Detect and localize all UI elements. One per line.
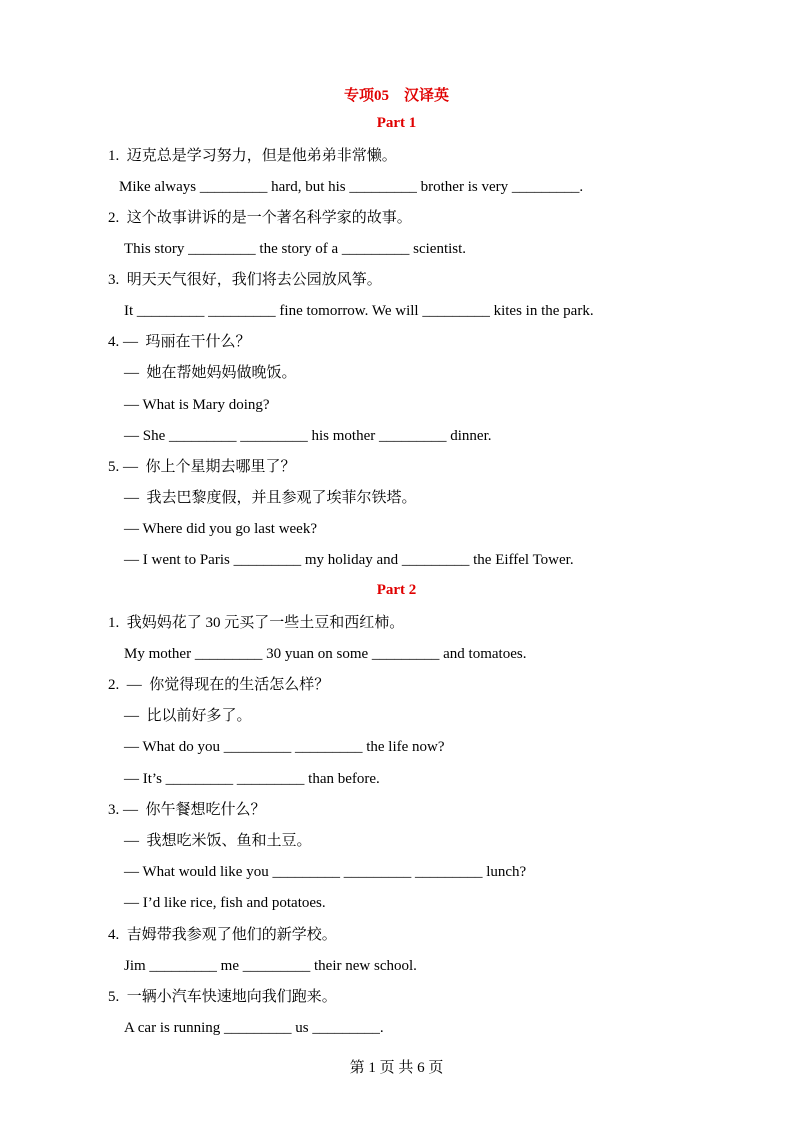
question-line: — 她在帮她妈妈做晚饭。	[124, 365, 297, 381]
question-line: 4. — 玛丽在干什么？	[108, 334, 251, 350]
question-line: — 我想吃米饭、鱼和土豆。	[124, 833, 312, 849]
question-line: 3. 明天天气很好，我们将去公园放风筝。	[108, 272, 382, 288]
part1-heading: Part 1	[376, 115, 417, 131]
question-line: 2. 这个故事讲诉的是一个著名科学家的故事。	[108, 210, 412, 226]
question-line: — 我去巴黎度假，并且参观了埃菲尔铁塔。	[124, 490, 417, 506]
answer-line: — She _________ _________ his mother _________ dinner.	[124, 428, 492, 444]
question-line: 5. 一辆小汽车快速地向我们跑来。	[108, 989, 337, 1005]
answer-line: My mother _________ 30 yuan on some _________ and tomatoes.	[124, 646, 527, 662]
answer-line: — Where did you go last week?	[124, 521, 318, 537]
document-title: 专项05 汉译英	[343, 88, 449, 104]
answer-line: — What do you _________ _________ the life now?	[124, 739, 445, 755]
answer-line: — I’d like rice, fish and potatoes.	[124, 895, 326, 911]
answer-line: It _________ _________ fine tomorrow. We will _________ kites in the park.	[124, 303, 594, 319]
question-line: — 比以前好多了。	[124, 708, 252, 724]
question-line: 4. 吉姆带我参观了他们的新学校。	[108, 927, 337, 943]
answer-line: — I went to Paris _________ my holiday and _________ the Eiffel Tower.	[124, 552, 574, 568]
question-line: 1. 我妈妈花了 30 元买了一些土豆和西红柿。	[108, 615, 405, 631]
answer-line: Jim _________ me _________ their new school.	[124, 958, 417, 974]
question-line: 2. — 你觉得现在的生活怎么样？	[108, 677, 330, 693]
part2-heading: Part 2	[376, 582, 417, 598]
question-line: 5. — 你上个星期去哪里了？	[108, 459, 296, 475]
answer-line: — What is Mary doing?	[124, 397, 270, 413]
page-footer: 第 1 页 共 6 页	[349, 1060, 444, 1076]
answer-line: A car is running _________ us _________.	[124, 1020, 384, 1036]
question-line: 3. — 你午餐想吃什么？	[108, 802, 266, 818]
answer-line: — It’s _________ _________ than before.	[124, 771, 380, 787]
answer-line: This story _________ the story of a _________ scientist.	[124, 241, 467, 257]
answer-line: Mike always _________ hard, but his _________ brother is very _________.	[119, 179, 584, 195]
answer-line: — What would like you _________ _________ _________ lunch?	[124, 864, 527, 880]
question-line: 1. 迈克总是学习努力，但是他弟弟非常懒。	[108, 148, 397, 164]
